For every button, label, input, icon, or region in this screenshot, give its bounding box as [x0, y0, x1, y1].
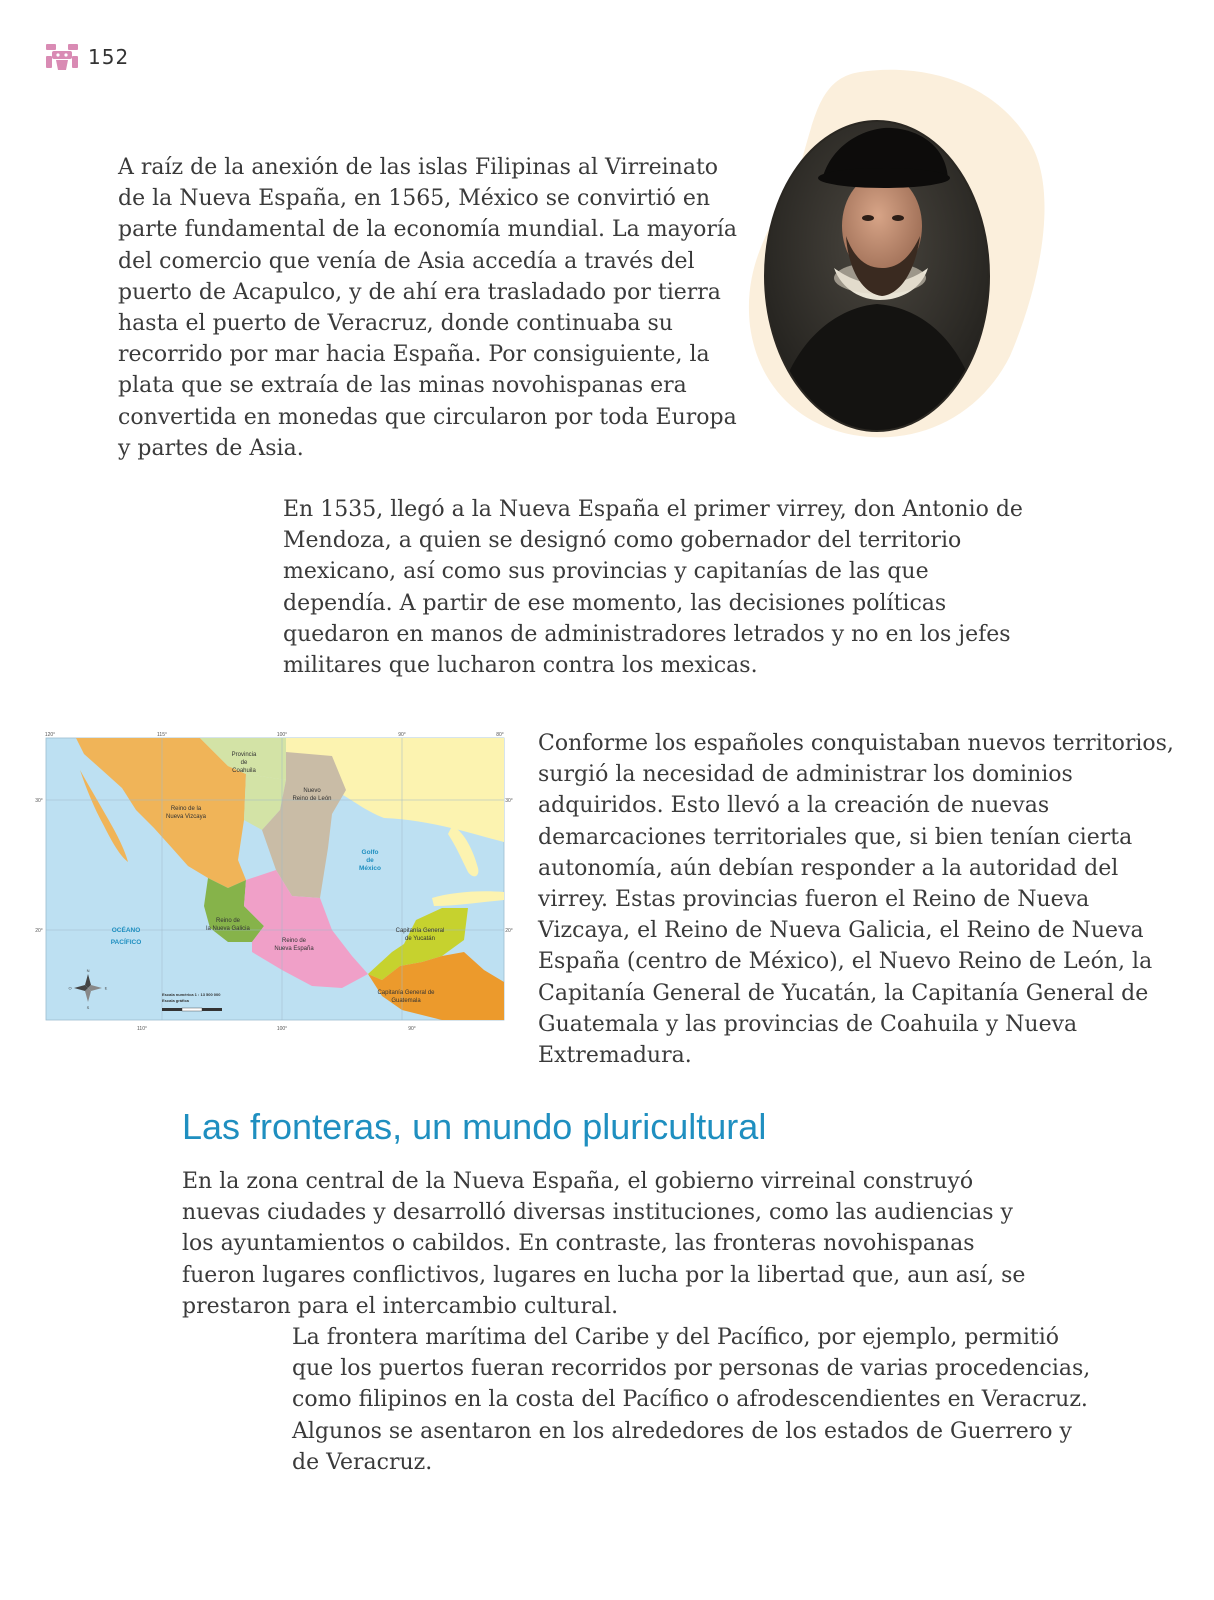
label-oceano-2: PACÍFICO — [110, 939, 142, 946]
label-golfo-3: México — [358, 865, 382, 872]
page-number — [44, 42, 129, 72]
tick-bottom-1: 110° — [137, 1026, 147, 1032]
label-guatemala-2: Guatemala — [391, 998, 421, 1004]
label-vizcaya-2: Nueva Vizcaya — [166, 814, 206, 820]
tick-left-1: 30° — [35, 798, 43, 804]
label-coahuila-2: de — [240, 760, 248, 766]
section-heading: Las fronteras, un mundo pluricultural — [182, 1106, 767, 1147]
compass-e: E — [104, 985, 108, 991]
page-number-text: 152 — [88, 45, 130, 69]
paragraph-frontera-maritima: La frontera marítima del Caribe y del Pacífico, por ejemplo, permitió que los puertos fueran recorridos por personas de varias procedencias, como filipinos en la costa del Pacífico o afrodescendientes en Veracruz. Algunos se asentaron en los alrededores de los estados de Guerrero y de Veracruz. — [292, 1325, 1091, 1475]
tick-bottom-2: 100° — [276, 1026, 288, 1032]
label-espana-1: Reino de — [281, 938, 307, 944]
label-espana-2: Nueva España — [274, 946, 314, 952]
compass-s: S — [86, 1005, 90, 1010]
label-leon-2: Reino de León — [292, 796, 332, 802]
compass-o: O — [68, 985, 72, 991]
label-galicia-2: la Nueva Galicia — [206, 926, 250, 932]
label-yucatan-1: Capitanía General — [395, 928, 445, 934]
tick-left-2: 20° — [35, 928, 43, 934]
tick-top-4: 90° — [398, 732, 406, 738]
label-oceano-1: OCÉANO — [111, 927, 141, 934]
paragraph-demarcaciones: Conforme los españoles conquistaban nuevos territorios, surgió la necesidad de administrar los dominios adquiridos. Esto llevó a la creación de nuevas demarcaciones territoriales que, si bien tenían cierta autonomía, aún debían responder a la autoridad del virrey. Estas provincias fueron el Reino de Nueva Vizcaya, el Reino de Nueva Galicia, el Reino de Nueva España (centro de México), el Nuevo Reino de León, la Capitanía General de Yucatán, la Capitanía General de Guatemala y las provincias de Coahuila y Nueva Extremadura. — [538, 731, 1174, 1069]
label-leon-1: Nuevo — [303, 788, 321, 794]
label-coahuila-3: Coahuila — [232, 768, 256, 774]
label-guatemala-1: Capitanía General de — [377, 990, 435, 996]
tick-right-1: 30° — [505, 798, 513, 804]
label-yucatan-2: de Yucatán — [405, 936, 435, 942]
map-nueva-espana — [32, 730, 512, 1040]
tick-top-3: 100° — [276, 732, 288, 738]
paragraph-filipinas: A raíz de la anexión de las islas Filipinas al Virreinato de la Nueva España, en 1565, México se convirtió en parte fundamental de la economía mundial. La mayoría del comercio que venía de Asia accedía a través del puerto de Acapulco, y de ahí era trasladado por tierra hasta el puerto de Veracruz, donde continuaba su recorrido por mar hacia España. Por consiguiente, la plata que se extraía de las minas novohispanas era convertida en monedas que circularon por toda Europa y partes de Asia. — [118, 155, 738, 461]
paragraph-primer-virrey: En 1535, llegó a la Nueva España el primer virrey, don Antonio de Mendoza, a quien se designó como gobernador del territorio mexicano, así como sus provincias y capitanías de las que dependía. A partir de ese momento, las decisiones políticas quedaron en manos de administradores letrados y no en los jefes militares que lucharon contra los mexicas. — [283, 497, 1023, 679]
label-golfo-2: de — [366, 857, 374, 864]
tick-top-1: 120° — [44, 732, 56, 738]
label-golfo-1: Golfo — [361, 849, 379, 856]
tick-top-5: 80° — [496, 732, 504, 738]
compass-n: N — [86, 968, 90, 973]
tick-top-2: 115° — [157, 732, 167, 738]
label-galicia-1: Reino de — [215, 918, 241, 924]
scale-graphic: Escala gráfica — [162, 998, 189, 1003]
tick-bottom-3: 90° — [408, 1026, 416, 1032]
label-vizcaya-1: Reino de la — [170, 806, 202, 812]
label-coahuila-1: Provincia — [231, 752, 257, 758]
aztec-glyph-icon — [44, 42, 80, 72]
portrait-antonio-de-mendoza — [762, 118, 992, 434]
scale-numeric: Escala numérica 1 : 13 500 000 — [162, 992, 221, 997]
tick-right-2: 20° — [505, 928, 513, 934]
paragraph-zona-central: En la zona central de la Nueva España, el gobierno virreinal construyó nuevas ciudades y desarrolló diversas instituciones, como las audiencias y los ayuntamientos o cabildos. En contraste, las fronteras novohispanas fueron lugares conflictivos, lugares en lucha por la libertad que, aun así, se prestaron para el intercambio cultural. — [182, 1169, 1026, 1319]
